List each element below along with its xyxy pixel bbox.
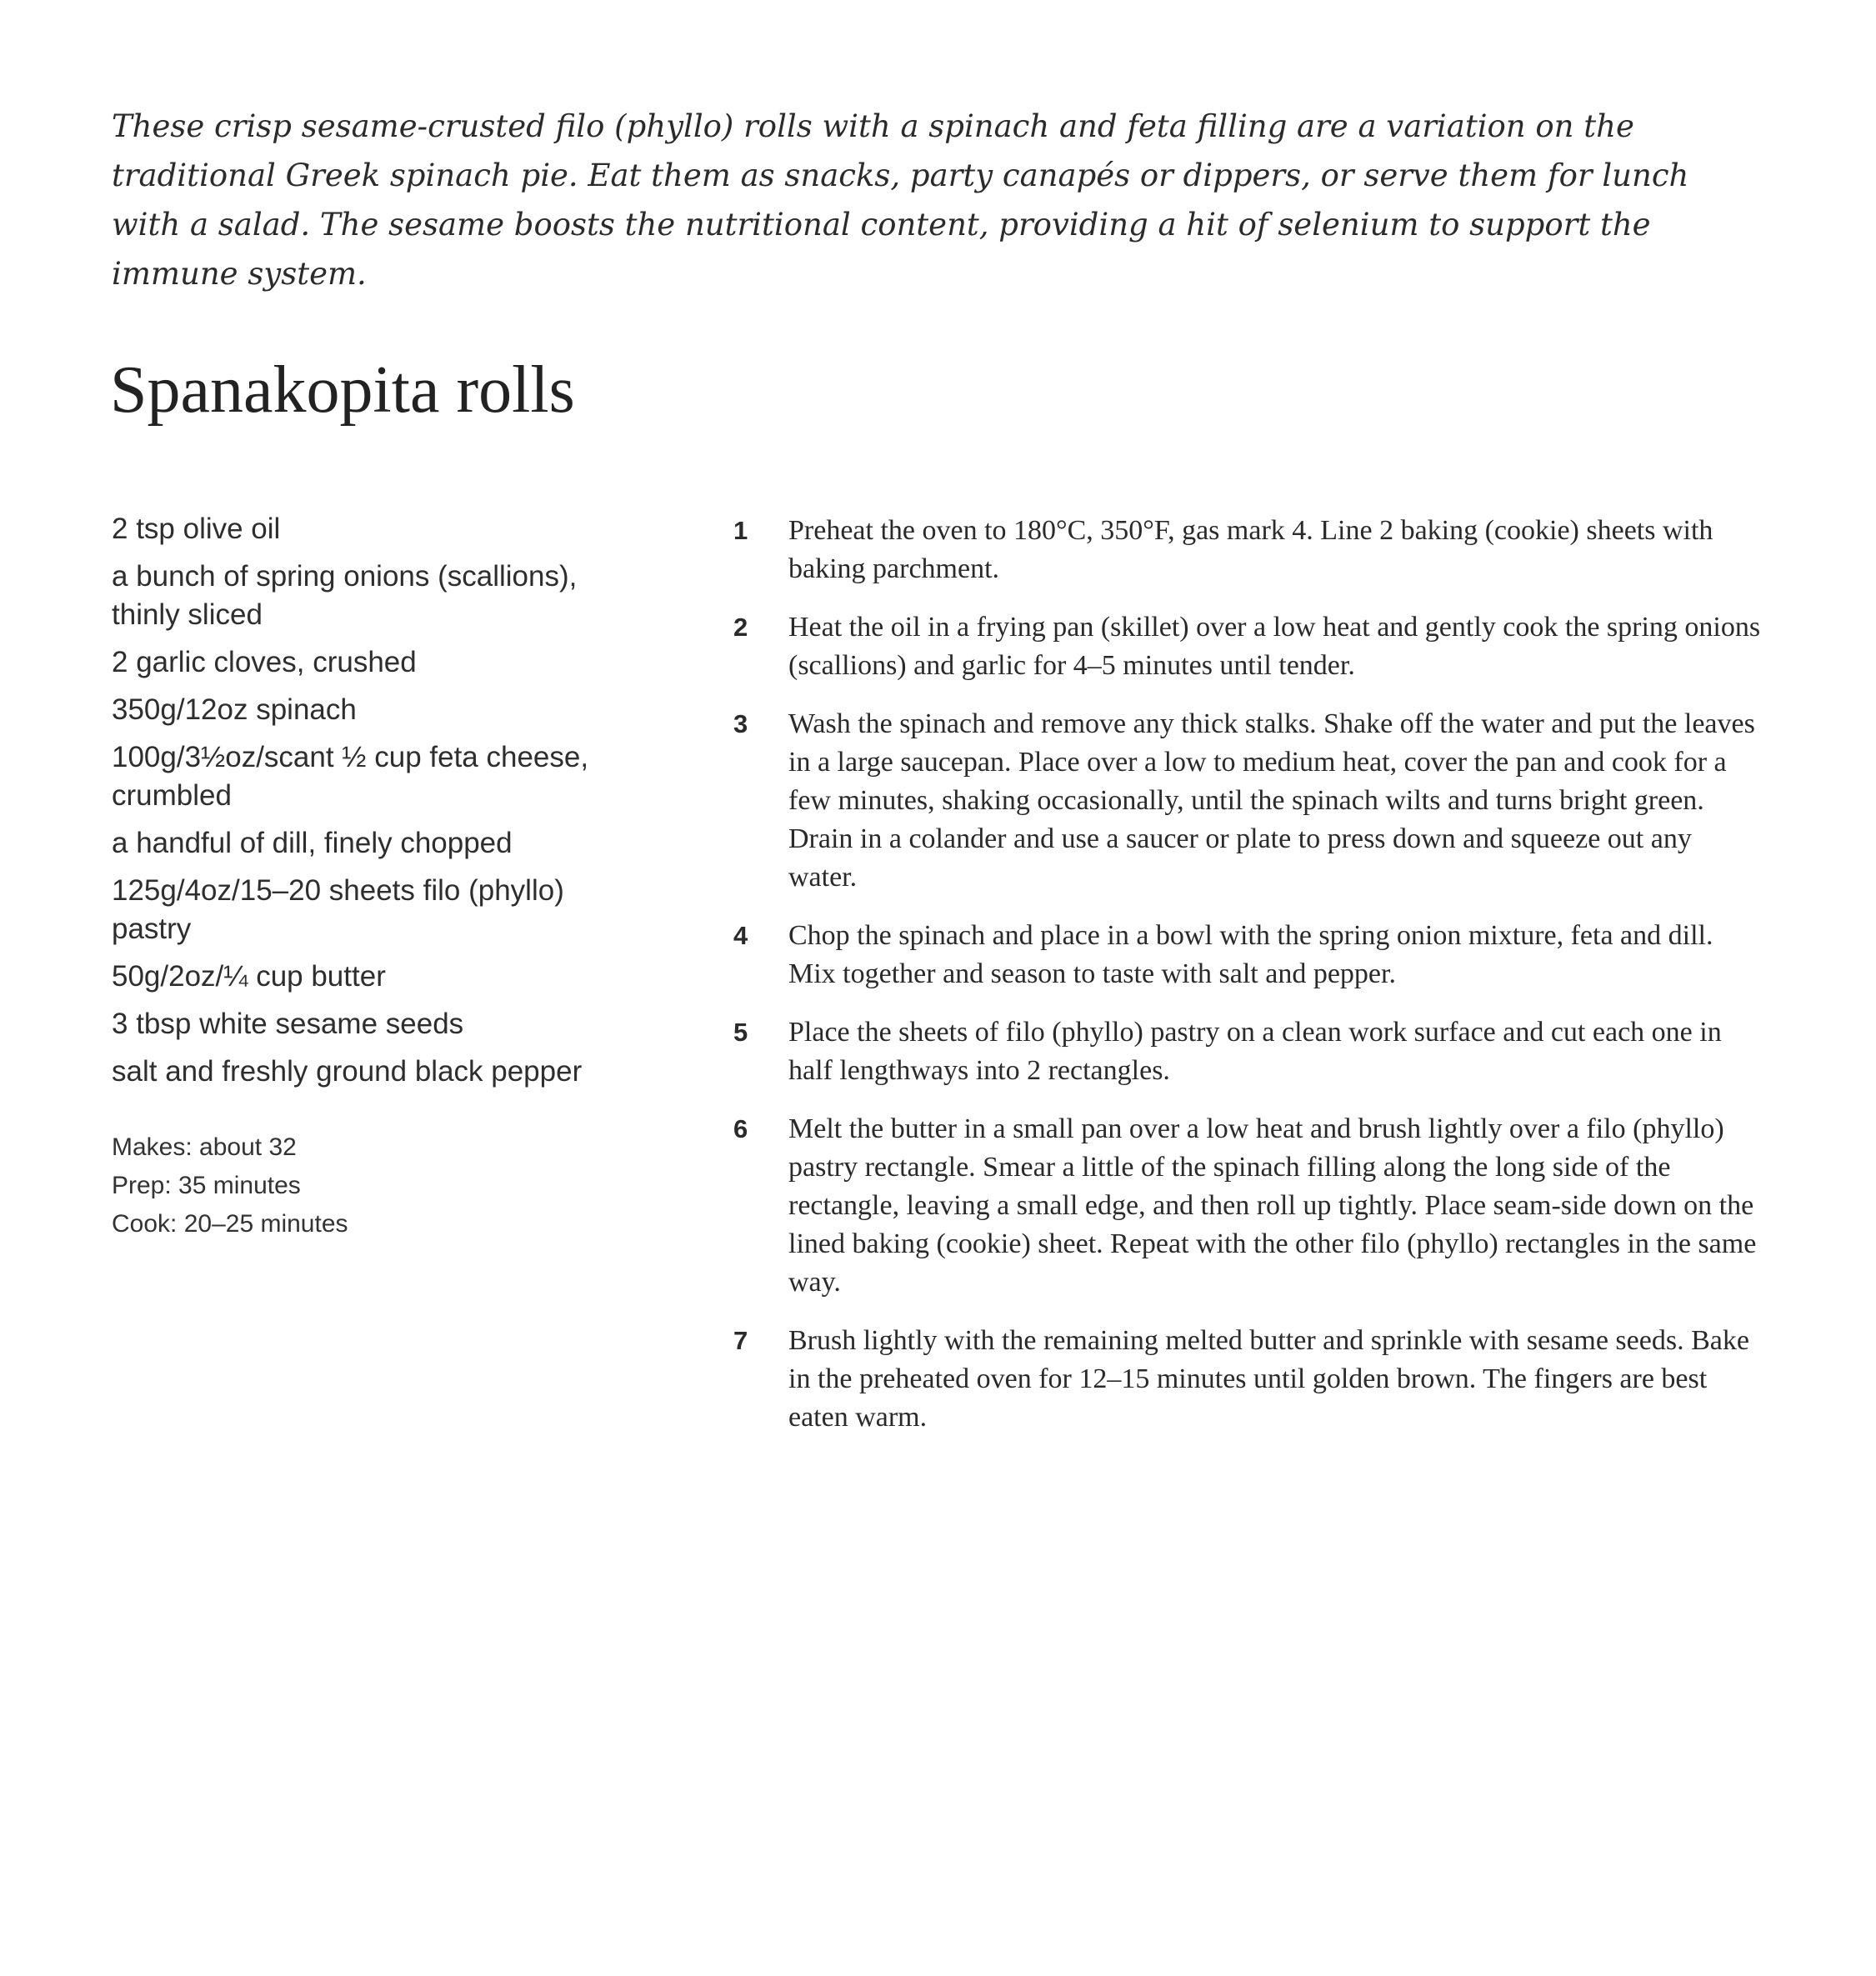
step-text: Place the sheets of filo (phyllo) pastry on a clean work surface and cut each one in half lengthways into 2 rectangles. <box>788 1017 1722 1086</box>
method-step <box>733 608 1767 685</box>
ingredient-item: 2 tsp olive oil <box>112 513 281 545</box>
step-number: 4 <box>733 921 748 950</box>
ingredients-list <box>112 510 645 1100</box>
recipe-meta <box>112 1128 348 1243</box>
method-step <box>733 1013 1767 1090</box>
recipe-title: Spanakopita rolls <box>110 353 575 427</box>
step-text: Brush lightly with the remaining melted butter and sprinkle with sesame seeds. Bake in the preheated oven for 12–15 minutes until golden brown. The fingers are best eaten warm. <box>788 1325 1749 1433</box>
step-number: 5 <box>733 1018 748 1047</box>
method-step <box>733 705 1767 897</box>
ingredient-item: 3 tbsp white sesame seeds <box>112 1008 464 1040</box>
method-steps <box>733 512 1767 1457</box>
ingredient-item: a bunch of spring onions (scallions), thinly sliced <box>112 560 578 631</box>
ingredient-item: 125g/4oz/15–20 sheets filo (phyllo) pastry <box>112 874 564 945</box>
step-text: Melt the butter in a small pan over a low heat and brush lightly over a filo (phyllo) pastry rectangle. Smear a little of the spinach filling along the long side of the rectangle, leaving a small edge, and then roll up tightly. Place seam-side down on the lined baking (cookie) sheet. Repeat with the other filo (phyllo) rectangles in the same way. <box>788 1113 1757 1298</box>
step-number: 6 <box>733 1114 748 1143</box>
method-step <box>733 1110 1767 1302</box>
step-text: Chop the spinach and place in a bowl with the spring onion mixture, feta and dill. Mix together and season to taste with salt and pepper. <box>788 920 1713 989</box>
ingredient-item: 2 garlic cloves, crushed <box>112 646 417 678</box>
ingredient-item: 50g/2oz/¼ cup butter <box>112 960 386 993</box>
recipe-intro: These crisp sesame-crusted filo (phyllo) rolls with a spinach and feta filling are a variation on the traditional Greek spinach pie. Eat them as snacks, party canapés or dippers, or serve them for lunch with a salad. The sesame boosts the nutritional content, providing a hit of selenium to support the immune system. <box>112 108 1689 292</box>
prep-time: Prep: 35 minutes <box>112 1172 301 1199</box>
ingredient-item: salt and freshly ground black pepper <box>112 1055 583 1088</box>
ingredient-item: 100g/3½oz/scant ½ cup feta cheese, crumbled <box>112 741 589 812</box>
step-text: Wash the spinach and remove any thick stalks. Shake off the water and put the leaves in a large saucepan. Place over a low to medium heat, cover the pan and cook for a few minutes, shaking occasionally, until the spinach wilts and turns bright green. Drain in a colander and use a saucer or plate to press down and squeeze out any water. <box>788 708 1755 893</box>
step-number: 1 <box>733 516 748 545</box>
ingredient-item: 350g/12oz spinach <box>112 693 357 726</box>
step-number: 3 <box>733 709 748 738</box>
ingredient-item: a handful of dill, finely chopped <box>112 827 513 859</box>
step-number: 2 <box>733 613 748 642</box>
method-step <box>733 512 1767 588</box>
step-text: Preheat the oven to 180°C, 350°F, gas mark 4. Line 2 baking (cookie) sheets with baking parchment. <box>788 515 1713 584</box>
makes-info: Makes: about 32 <box>112 1133 297 1161</box>
method-step <box>733 1322 1767 1437</box>
step-text: Heat the oil in a frying pan (skillet) over a low heat and gently cook the spring onions (scallions) and garlic for 4–5 minutes until tender. <box>788 612 1761 681</box>
method-step <box>733 917 1767 993</box>
step-number: 7 <box>733 1326 748 1355</box>
cook-time: Cook: 20–25 minutes <box>112 1210 348 1238</box>
